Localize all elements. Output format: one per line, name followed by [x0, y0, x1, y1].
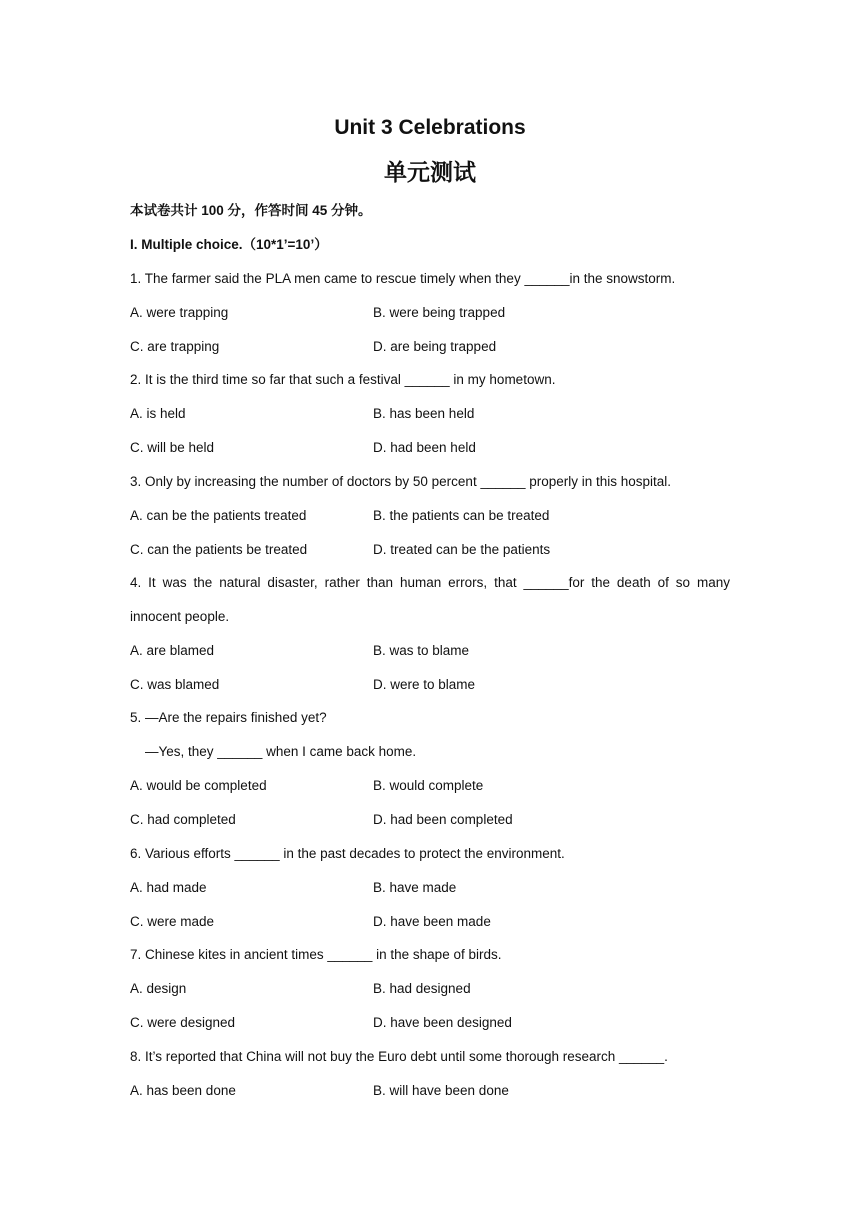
question-5-option-d: D. had been completed: [373, 812, 513, 827]
question-2-option-b: B. has been held: [373, 406, 475, 421]
question-6-option-b: B. have made: [373, 880, 457, 895]
question-1-stem: 1. The farmer said the PLA men came to rescue timely when they ______in the snowstorm.: [130, 271, 676, 286]
question-3-option-c: C. can the patients be treated: [130, 542, 308, 557]
question-7-option-b: B. had designed: [373, 981, 471, 996]
question-3-option-b: B. the patients can be treated: [373, 508, 550, 523]
question-2-option-a: A. is held: [130, 406, 186, 421]
question-8-option-b: B. will have been done: [373, 1083, 509, 1098]
question-7-option-d: D. have been designed: [373, 1015, 512, 1030]
section-heading: I. Multiple choice.（10*1’=10’）: [130, 237, 328, 252]
page-title: Unit 3 Celebrations: [334, 116, 526, 139]
question-3-option-d: D. treated can be the patients: [373, 542, 551, 557]
question-5-option-b: B. would complete: [373, 778, 484, 793]
question-7-stem: 7. Chinese kites in ancient times ______ in the shape of birds.: [130, 947, 502, 962]
question-1-option-b: B. were being trapped: [373, 305, 506, 320]
question-7-option-a: A. design: [130, 981, 187, 996]
page-subtitle: 单元测试: [384, 159, 476, 185]
question-4-option-a: A. are blamed: [130, 643, 215, 658]
question-6-option-a: A. had made: [130, 880, 207, 895]
question-5-option-c: C. had completed: [130, 812, 236, 827]
question-4-option-b: B. was to blame: [373, 643, 470, 658]
question-5-option-a: A. would be completed: [130, 778, 267, 793]
question-3-option-a: A. can be the patients treated: [130, 508, 307, 523]
question-6-option-d: D. have been made: [373, 914, 491, 929]
question-1-option-c: C. are trapping: [130, 339, 220, 354]
question-2-stem: 2. It is the third time so far that such a festival ______ in my hometown.: [130, 372, 556, 387]
question-7-option-c: C. were designed: [130, 1015, 236, 1030]
question-3-stem: 3. Only by increasing the number of doctors by 50 percent ______ properly in this hospital.: [130, 474, 672, 489]
question-6-stem: 6. Various efforts ______ in the past decades to protect the environment.: [130, 846, 565, 861]
question-8-option-a: A. has been done: [130, 1083, 236, 1098]
question-4-option-d: D. were to blame: [373, 677, 476, 692]
question-1-option-a: A. were trapping: [130, 305, 229, 320]
test-intro: 本试卷共计 100 分，作答时间 45 分钟。: [130, 203, 372, 218]
question-2-option-c: C. will be held: [130, 440, 215, 455]
question-4-option-c: C. was blamed: [130, 677, 220, 692]
question-4-stem-continued: innocent people.: [130, 609, 230, 624]
question-2-option-d: D. had been held: [373, 440, 476, 455]
question-4-stem: 4. It was the natural disaster, rather than human errors, that ______for the death of so many: [130, 575, 730, 590]
question-5-stem: 5. —Are the repairs finished yet?: [130, 710, 327, 725]
question-8-stem: 8. It’s reported that China will not buy the Euro debt until some thorough research ______.: [130, 1049, 668, 1064]
question-6-option-c: C. were made: [130, 914, 215, 929]
question-1-option-d: D. are being trapped: [373, 339, 497, 354]
question-5-stem-reply: —Yes, they ______ when I came back home.: [145, 744, 417, 759]
